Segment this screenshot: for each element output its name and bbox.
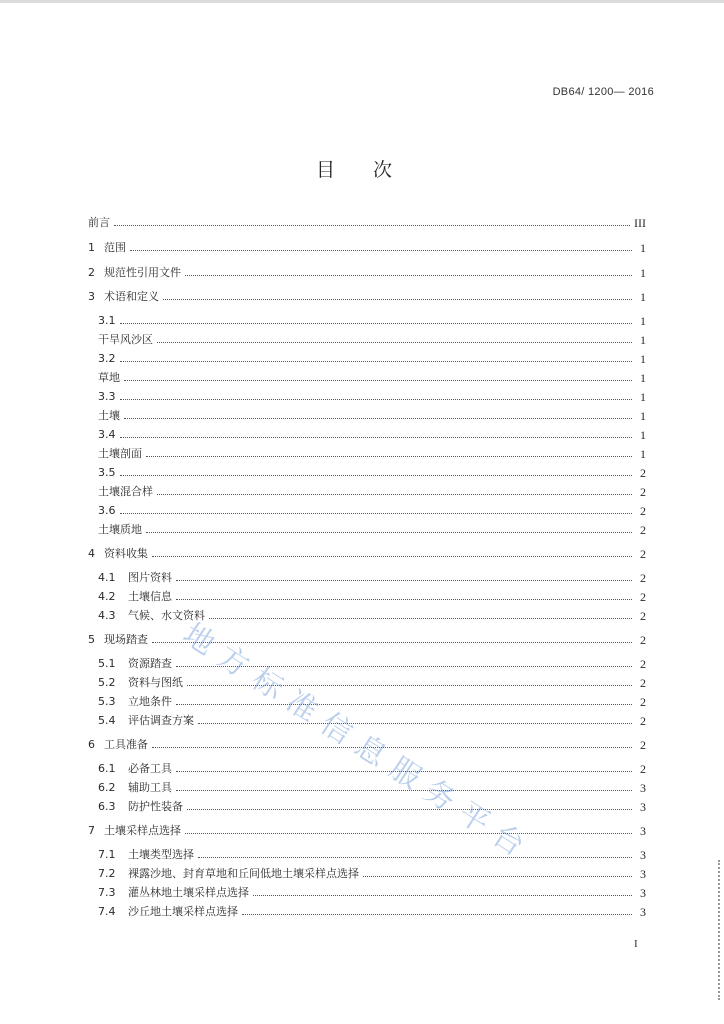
toc-entry-label: 沙丘地土壤采样点选择 (128, 905, 238, 918)
toc-entry-page: 2 (640, 485, 646, 499)
toc-entry-number: 5.3 (98, 695, 116, 708)
toc-leader-dots (198, 722, 632, 724)
toc-entry-label: 土壤混合样 (98, 485, 153, 498)
toc-leader-dots (124, 379, 632, 381)
toc-leader-dots (120, 436, 633, 438)
toc-entry-page: 2 (640, 714, 646, 728)
toc-entry[interactable] (88, 863, 646, 881)
toc-entry-page: 1 (640, 428, 646, 442)
toc-entry-label: 防护性装备 (128, 800, 183, 813)
toc-entry-page: 2 (640, 676, 646, 690)
toc-entry[interactable] (88, 262, 646, 280)
toc-entry-page: 2 (640, 695, 646, 709)
toc-entry-label: 土壤类型选择 (128, 848, 194, 861)
toc-leader-dots (187, 808, 632, 810)
toc-entry-number: 6.2 (98, 781, 116, 794)
toc-entry[interactable] (88, 653, 646, 671)
toc-entry-page: 2 (640, 547, 646, 561)
toc-entry-page: 2 (640, 590, 646, 604)
toc-entry-label: 立地条件 (128, 695, 172, 708)
toc-entry-page: 3 (640, 824, 646, 838)
toc-entry-page: 2 (640, 657, 646, 671)
toc-entry-page: 2 (640, 762, 646, 776)
toc-entry[interactable] (88, 462, 646, 480)
toc-entry-label: 现场踏查 (104, 633, 148, 646)
toc-leader-dots (176, 598, 632, 600)
toc-entry[interactable] (88, 629, 646, 647)
toc-leader-dots (185, 832, 632, 834)
toc-entry-number: 4 (88, 547, 95, 560)
toc-leader-dots (114, 224, 630, 226)
toc-entry-label: 前言 (88, 216, 110, 229)
toc-entry[interactable] (88, 348, 646, 366)
toc-entry-label: 3.4 (98, 428, 116, 441)
toc-entry-label: 资料与图纸 (128, 676, 183, 689)
toc-entry-page: 2 (640, 738, 646, 752)
toc-entry-number: 4.2 (98, 590, 116, 603)
toc-entry[interactable] (88, 820, 646, 838)
toc-entry[interactable] (88, 796, 646, 814)
toc-entry-number: 6.3 (98, 800, 116, 813)
toc-entry-number: 7.4 (98, 905, 116, 918)
toc-leader-dots (253, 894, 632, 896)
toc-entry[interactable] (88, 777, 646, 795)
toc-entry-page: 2 (640, 504, 646, 518)
toc-entry[interactable] (88, 237, 646, 255)
toc-entry-number: 6.1 (98, 762, 116, 775)
toc-entry[interactable] (88, 424, 646, 442)
toc-leader-dots (120, 360, 633, 362)
toc-entry-number: 5 (88, 633, 95, 646)
toc-entry-page: 3 (640, 905, 646, 919)
toc-entry-label: 土壤质地 (98, 523, 142, 536)
toc-leader-dots (120, 474, 633, 476)
toc-entry-number: 3 (88, 290, 95, 303)
toc-entry-number: 7.3 (98, 886, 116, 899)
toc-entry-page: 1 (640, 409, 646, 423)
toc-entry-label: 辅助工具 (128, 781, 172, 794)
toc-entry-page: 2 (640, 633, 646, 647)
toc-leader-dots (120, 398, 633, 400)
toc-leader-dots (152, 555, 632, 557)
toc-entry-number: 4.1 (98, 571, 116, 584)
toc-entry-label: 3.5 (98, 466, 116, 479)
toc-leader-dots (124, 417, 632, 419)
toc-entry-page: 3 (640, 800, 646, 814)
toc-entry-page: 1 (640, 290, 646, 304)
document-code: DB64/ 1200— 2016 (552, 86, 654, 98)
toc-entry-number: 5.2 (98, 676, 116, 689)
toc-leader-dots (157, 341, 632, 343)
toc-entry-page: 2 (640, 571, 646, 585)
toc-title: 目 次 (315, 159, 409, 181)
toc-entry[interactable] (88, 329, 646, 347)
toc-entry[interactable] (88, 367, 646, 385)
toc-entry-label: 草地 (98, 371, 120, 384)
toc-entry-page: 1 (640, 352, 646, 366)
toc-entry[interactable] (88, 672, 646, 690)
toc-leader-dots (185, 274, 632, 276)
toc-entry[interactable] (88, 844, 646, 862)
toc-entry[interactable] (88, 605, 646, 623)
toc-entry-number: 5.1 (98, 657, 116, 670)
toc-entry-page: 2 (640, 466, 646, 480)
toc-entry-page: 3 (640, 867, 646, 881)
toc-entry[interactable] (88, 901, 646, 919)
toc-entry-page: 1 (640, 241, 646, 255)
toc-entry-page: 1 (640, 371, 646, 385)
toc-entry-page: 1 (640, 266, 646, 280)
toc-entry-label: 灌丛林地土壤采样点选择 (128, 886, 249, 899)
toc-entry-page: 3 (640, 781, 646, 795)
toc-entry[interactable] (88, 519, 646, 537)
toc-leader-dots (157, 493, 632, 495)
toc-entry-label: 3.2 (98, 352, 116, 365)
toc-entry-label: 干旱风沙区 (98, 333, 153, 346)
toc-entry-label: 范围 (104, 241, 126, 254)
toc-leader-dots (146, 531, 632, 533)
toc-entry[interactable] (88, 443, 646, 461)
toc-entry-label: 3.6 (98, 504, 116, 517)
toc-entry-label: 土壤 (98, 409, 120, 422)
toc-entry[interactable] (88, 567, 646, 585)
toc-entry-page: III (634, 216, 646, 230)
toc-entry-label: 资料收集 (104, 547, 148, 560)
scan-top-edge (0, 0, 724, 3)
toc-entry-label: 3.1 (98, 314, 116, 327)
toc-entry-page: 2 (640, 609, 646, 623)
toc-entry-label: 必备工具 (128, 762, 172, 775)
toc-leader-dots (120, 512, 633, 514)
toc-entry[interactable] (88, 310, 646, 328)
toc-entry-page: 3 (640, 886, 646, 900)
toc-leader-dots (120, 322, 633, 324)
toc-entry-label: 图片资料 (128, 571, 172, 584)
toc-entry-page: 1 (640, 333, 646, 347)
toc-entry-page: 1 (640, 314, 646, 328)
toc-leader-dots (146, 455, 632, 457)
toc-entry[interactable] (88, 212, 646, 230)
toc-entry-label: 裸露沙地、封育草地和丘间低地土壤采样点选择 (128, 867, 359, 880)
toc-leader-dots (242, 913, 632, 915)
toc-entry-label: 规范性引用文件 (104, 266, 181, 279)
toc-entry[interactable] (88, 586, 646, 604)
toc-entry-number: 7.1 (98, 848, 116, 861)
toc-entry-number: 7 (88, 824, 95, 837)
toc-entry[interactable] (88, 882, 646, 900)
toc-entry-number: 4.3 (98, 609, 116, 622)
toc-entry-number: 1 (88, 241, 95, 254)
toc-leader-dots (130, 249, 632, 251)
toc-entry-page: 3 (640, 848, 646, 862)
toc-entry-page: 1 (640, 390, 646, 404)
scan-right-edge (718, 860, 724, 1000)
toc-leader-dots (176, 579, 632, 581)
toc-leader-dots (363, 875, 632, 877)
footer-page-number: I (634, 938, 638, 950)
toc-entry-label: 土壤采样点选择 (104, 824, 181, 837)
toc-leader-dots (176, 703, 632, 705)
toc-entry-label: 评估调查方案 (128, 714, 194, 727)
toc-entry-number: 6 (88, 738, 95, 751)
toc-entry-label: 气候、水文资料 (128, 609, 205, 622)
toc-leader-dots (198, 856, 632, 858)
toc-entry[interactable] (88, 543, 646, 561)
toc-entry-label: 土壤信息 (128, 590, 172, 603)
toc-entry-label: 土壤剖面 (98, 447, 142, 460)
toc-entry[interactable] (88, 500, 646, 518)
toc-entry[interactable] (88, 405, 646, 423)
toc-entry[interactable] (88, 286, 646, 304)
toc-entry-label: 资源踏查 (128, 657, 172, 670)
toc-entry[interactable] (88, 691, 646, 709)
toc-entry-label: 术语和定义 (104, 290, 159, 303)
toc-entry-number: 5.4 (98, 714, 116, 727)
toc-entry-label: 3.3 (98, 390, 116, 403)
toc-entry[interactable] (88, 481, 646, 499)
toc-entry[interactable] (88, 386, 646, 404)
toc-leader-dots (209, 617, 632, 619)
toc-entry-page: 2 (640, 523, 646, 537)
toc-entry-number: 7.2 (98, 867, 116, 880)
toc-leader-dots (163, 298, 632, 300)
toc-entry-number: 2 (88, 266, 95, 279)
toc-entry-page: 1 (640, 447, 646, 461)
toc-entry-label: 工具准备 (104, 738, 148, 751)
watermark: 地方标准信息服务平台 (176, 616, 540, 870)
